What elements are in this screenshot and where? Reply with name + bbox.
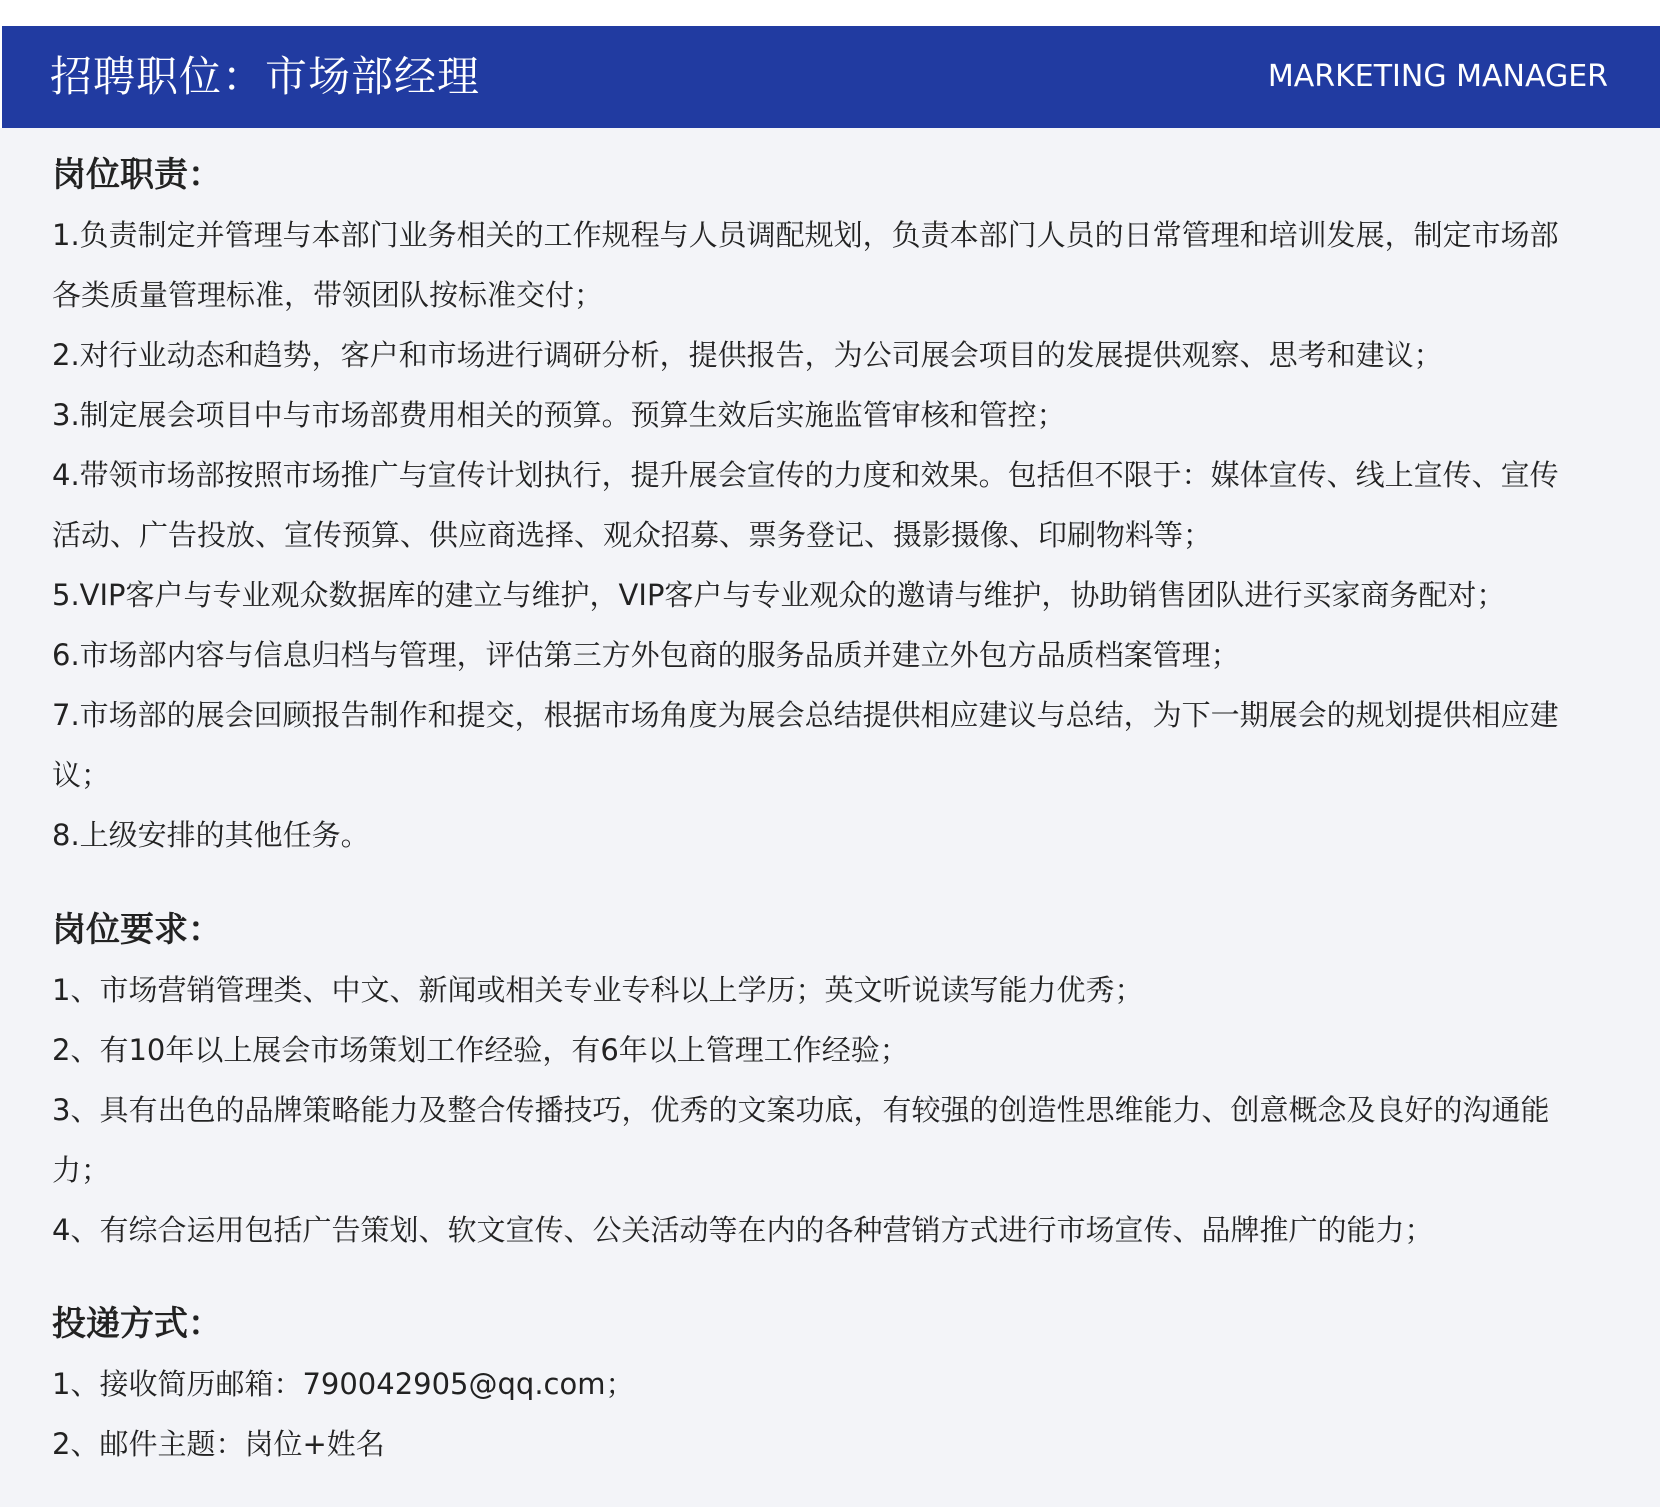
job-title-english: MARKETING MANAGER	[1267, 59, 1608, 94]
job-description	[0, 128, 1660, 1507]
delivery-email: 1、接收简历邮箱：790042905@qq.com；	[52, 1367, 635, 1401]
delivery-title: 投递方式：	[52, 1304, 222, 1344]
duty-item: 1.负责制定并管理与本部门业务相关的工作规程与人员调配规划，负责本部门人员的日常管理和培训发展，制定市场部各类质量管理标准，带领团队按标准交付；	[52, 218, 1559, 312]
duty-item: 6.市场部内容与信息归档与管理，评估第三方外包商的服务品质并建立外包方品质档案管理；	[52, 638, 1240, 672]
duty-item: 3.制定展会项目中与市场部费用相关的预算。预算生效后实施监管审核和管控；	[52, 398, 1066, 432]
requirement-item: 3、具有出色的品牌策略能力及整合传播技巧，优秀的文案功底，有较强的创造性思维能力、创意概念及良好的沟通能力；	[52, 1093, 1550, 1187]
job-title: 招聘职位：市场部经理	[50, 52, 481, 101]
duties-section	[52, 145, 1572, 865]
duty-item: 5.VIP客户与专业观众数据库的建立与维护，VIP客户与专业观众的邀请与维护，协助销售团队进行买家商务配对；	[52, 578, 1506, 612]
duty-item: 7.市场部的展会回顾报告制作和提交，根据市场角度为展会总结提供相应建议与总结，为下一期展会的规划提供相应建议；	[52, 698, 1559, 792]
requirements-section	[52, 900, 1572, 1260]
requirement-item: 4、有综合运用包括广告策划、软文宣传、公关活动等在内的各种营销方式进行市场宣传、品牌推广的能力；	[52, 1213, 1434, 1247]
requirements-title: 岗位要求：	[52, 910, 222, 950]
duty-item: 8.上级安排的其他任务。	[52, 818, 370, 852]
delivery-subject: 2、邮件主题：岗位+姓名	[52, 1427, 385, 1461]
job-header	[2, 26, 1660, 128]
duties-title: 岗位职责：	[52, 155, 222, 195]
duty-item: 4.带领市场部按照市场推广与宣传计划执行，提升展会宣传的力度和效果。包括但不限于：媒体宣传、线上宣传、宣传活动、广告投放、宣传预算、供应商选择、观众招募、票务登记、摄影摄像、印刷物料等；	[52, 458, 1559, 552]
requirement-item: 1、市场营销管理类、中文、新闻或相关专业专科以上学历；英文听说读写能力优秀；	[52, 973, 1144, 1007]
duty-item: 2.对行业动态和趋势，客户和市场进行调研分析，提供报告，为公司展会项目的发展提供观察、思考和建议；	[52, 338, 1443, 372]
delivery-section	[52, 1294, 1622, 1474]
requirement-item: 2、有10年以上展会市场策划工作经验，有6年以上管理工作经验；	[52, 1033, 909, 1067]
